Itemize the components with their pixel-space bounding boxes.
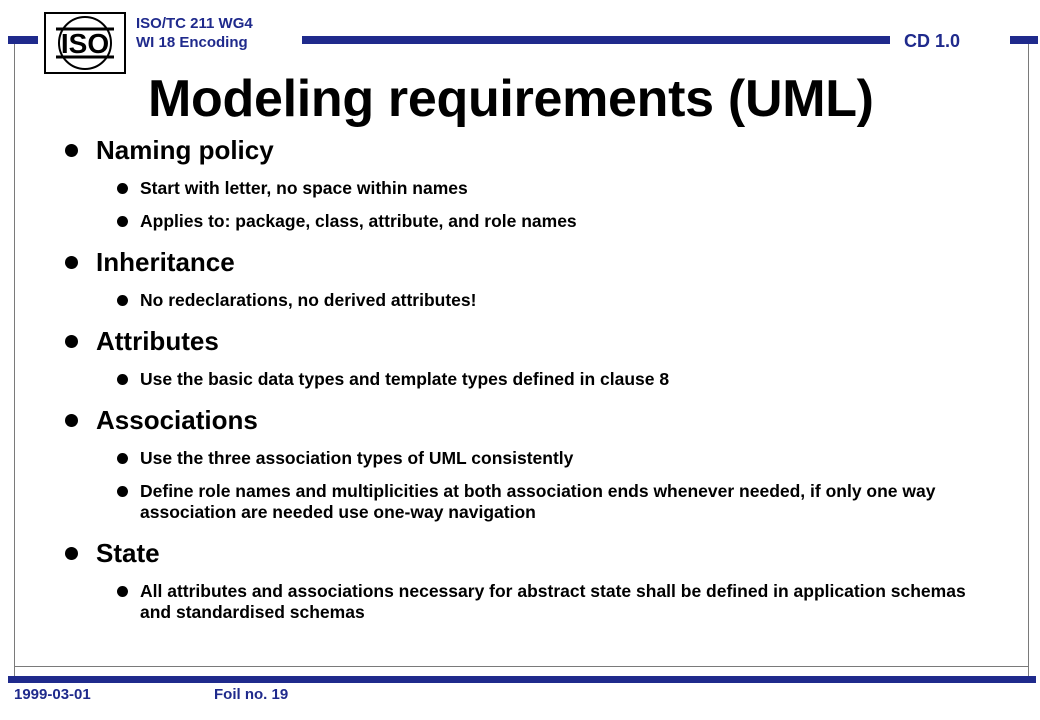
sub-bullet bbox=[62, 290, 992, 311]
slide-title: Modeling requirements (UML) bbox=[148, 70, 874, 128]
bullet-naming-policy bbox=[62, 134, 992, 166]
top-middle-bar bbox=[302, 36, 890, 44]
top-left-bar bbox=[8, 36, 38, 44]
sub-bullet-dot bbox=[117, 453, 128, 464]
sub-bullet-text: Define role names and multiplicities at both association ends whenever needed, if only one way association are needed use one-way navigation bbox=[140, 481, 936, 522]
bottom-bar bbox=[8, 676, 1036, 683]
bullet-list bbox=[62, 134, 992, 623]
sub-bullet-dot bbox=[117, 295, 128, 306]
top-right-bar bbox=[1010, 36, 1038, 44]
sub-bullet-dot bbox=[117, 183, 128, 194]
bullet-dot bbox=[65, 335, 78, 348]
bullet-dot bbox=[65, 414, 78, 427]
org-line-2: WI 18 Encoding bbox=[136, 34, 248, 51]
sub-bullet bbox=[62, 448, 992, 469]
left-frame-line bbox=[14, 44, 15, 676]
sub-bullet bbox=[62, 211, 992, 232]
sub-bullet bbox=[62, 178, 992, 199]
bullet-dot bbox=[65, 256, 78, 269]
bullet-label: Associations bbox=[96, 405, 258, 435]
sub-bullet-text: Use the basic data types and template types defined in clause 8 bbox=[140, 369, 670, 389]
org-line-1: ISO/TC 211 WG4 bbox=[136, 15, 253, 32]
sub-bullet bbox=[62, 581, 992, 623]
footer-foil-number: Foil no. 19 bbox=[214, 686, 289, 703]
bullet-attributes bbox=[62, 325, 992, 357]
sub-bullet-text: Applies to: package, class, attribute, and role names bbox=[140, 211, 577, 231]
iso-logo-text: ISO bbox=[60, 28, 110, 59]
bullet-dot bbox=[65, 547, 78, 560]
sub-bullet-text: No redeclarations, no derived attributes! bbox=[140, 290, 477, 310]
bullet-label: Naming policy bbox=[96, 135, 274, 165]
sub-bullet-text: Use the three association types of UML consistently bbox=[140, 448, 574, 468]
sub-bullet-dot bbox=[117, 486, 128, 497]
bullet-label: Attributes bbox=[96, 326, 219, 356]
bullet-label: Inheritance bbox=[96, 247, 235, 277]
version-label: CD 1.0 bbox=[904, 31, 961, 51]
bullet-associations bbox=[62, 404, 992, 436]
sub-bullet-dot bbox=[117, 374, 128, 385]
sub-bullet-text: All attributes and associations necessary for abstract state shall be defined in application schemas and standardised schemas bbox=[140, 581, 966, 622]
bottom-frame-line bbox=[14, 666, 1029, 667]
sub-bullet bbox=[62, 481, 992, 523]
iso-logo bbox=[44, 12, 126, 74]
right-frame-line bbox=[1028, 44, 1029, 676]
bullet-state bbox=[62, 537, 992, 569]
sub-bullet-text: Start with letter, no space within names bbox=[140, 178, 468, 198]
sub-bullet-dot bbox=[117, 586, 128, 597]
bullet-label: State bbox=[96, 538, 160, 568]
footer-date: 1999-03-01 bbox=[14, 686, 91, 703]
bullet-inheritance bbox=[62, 246, 992, 278]
sub-bullet-dot bbox=[117, 216, 128, 227]
sub-bullet bbox=[62, 369, 992, 390]
bullet-dot bbox=[65, 144, 78, 157]
